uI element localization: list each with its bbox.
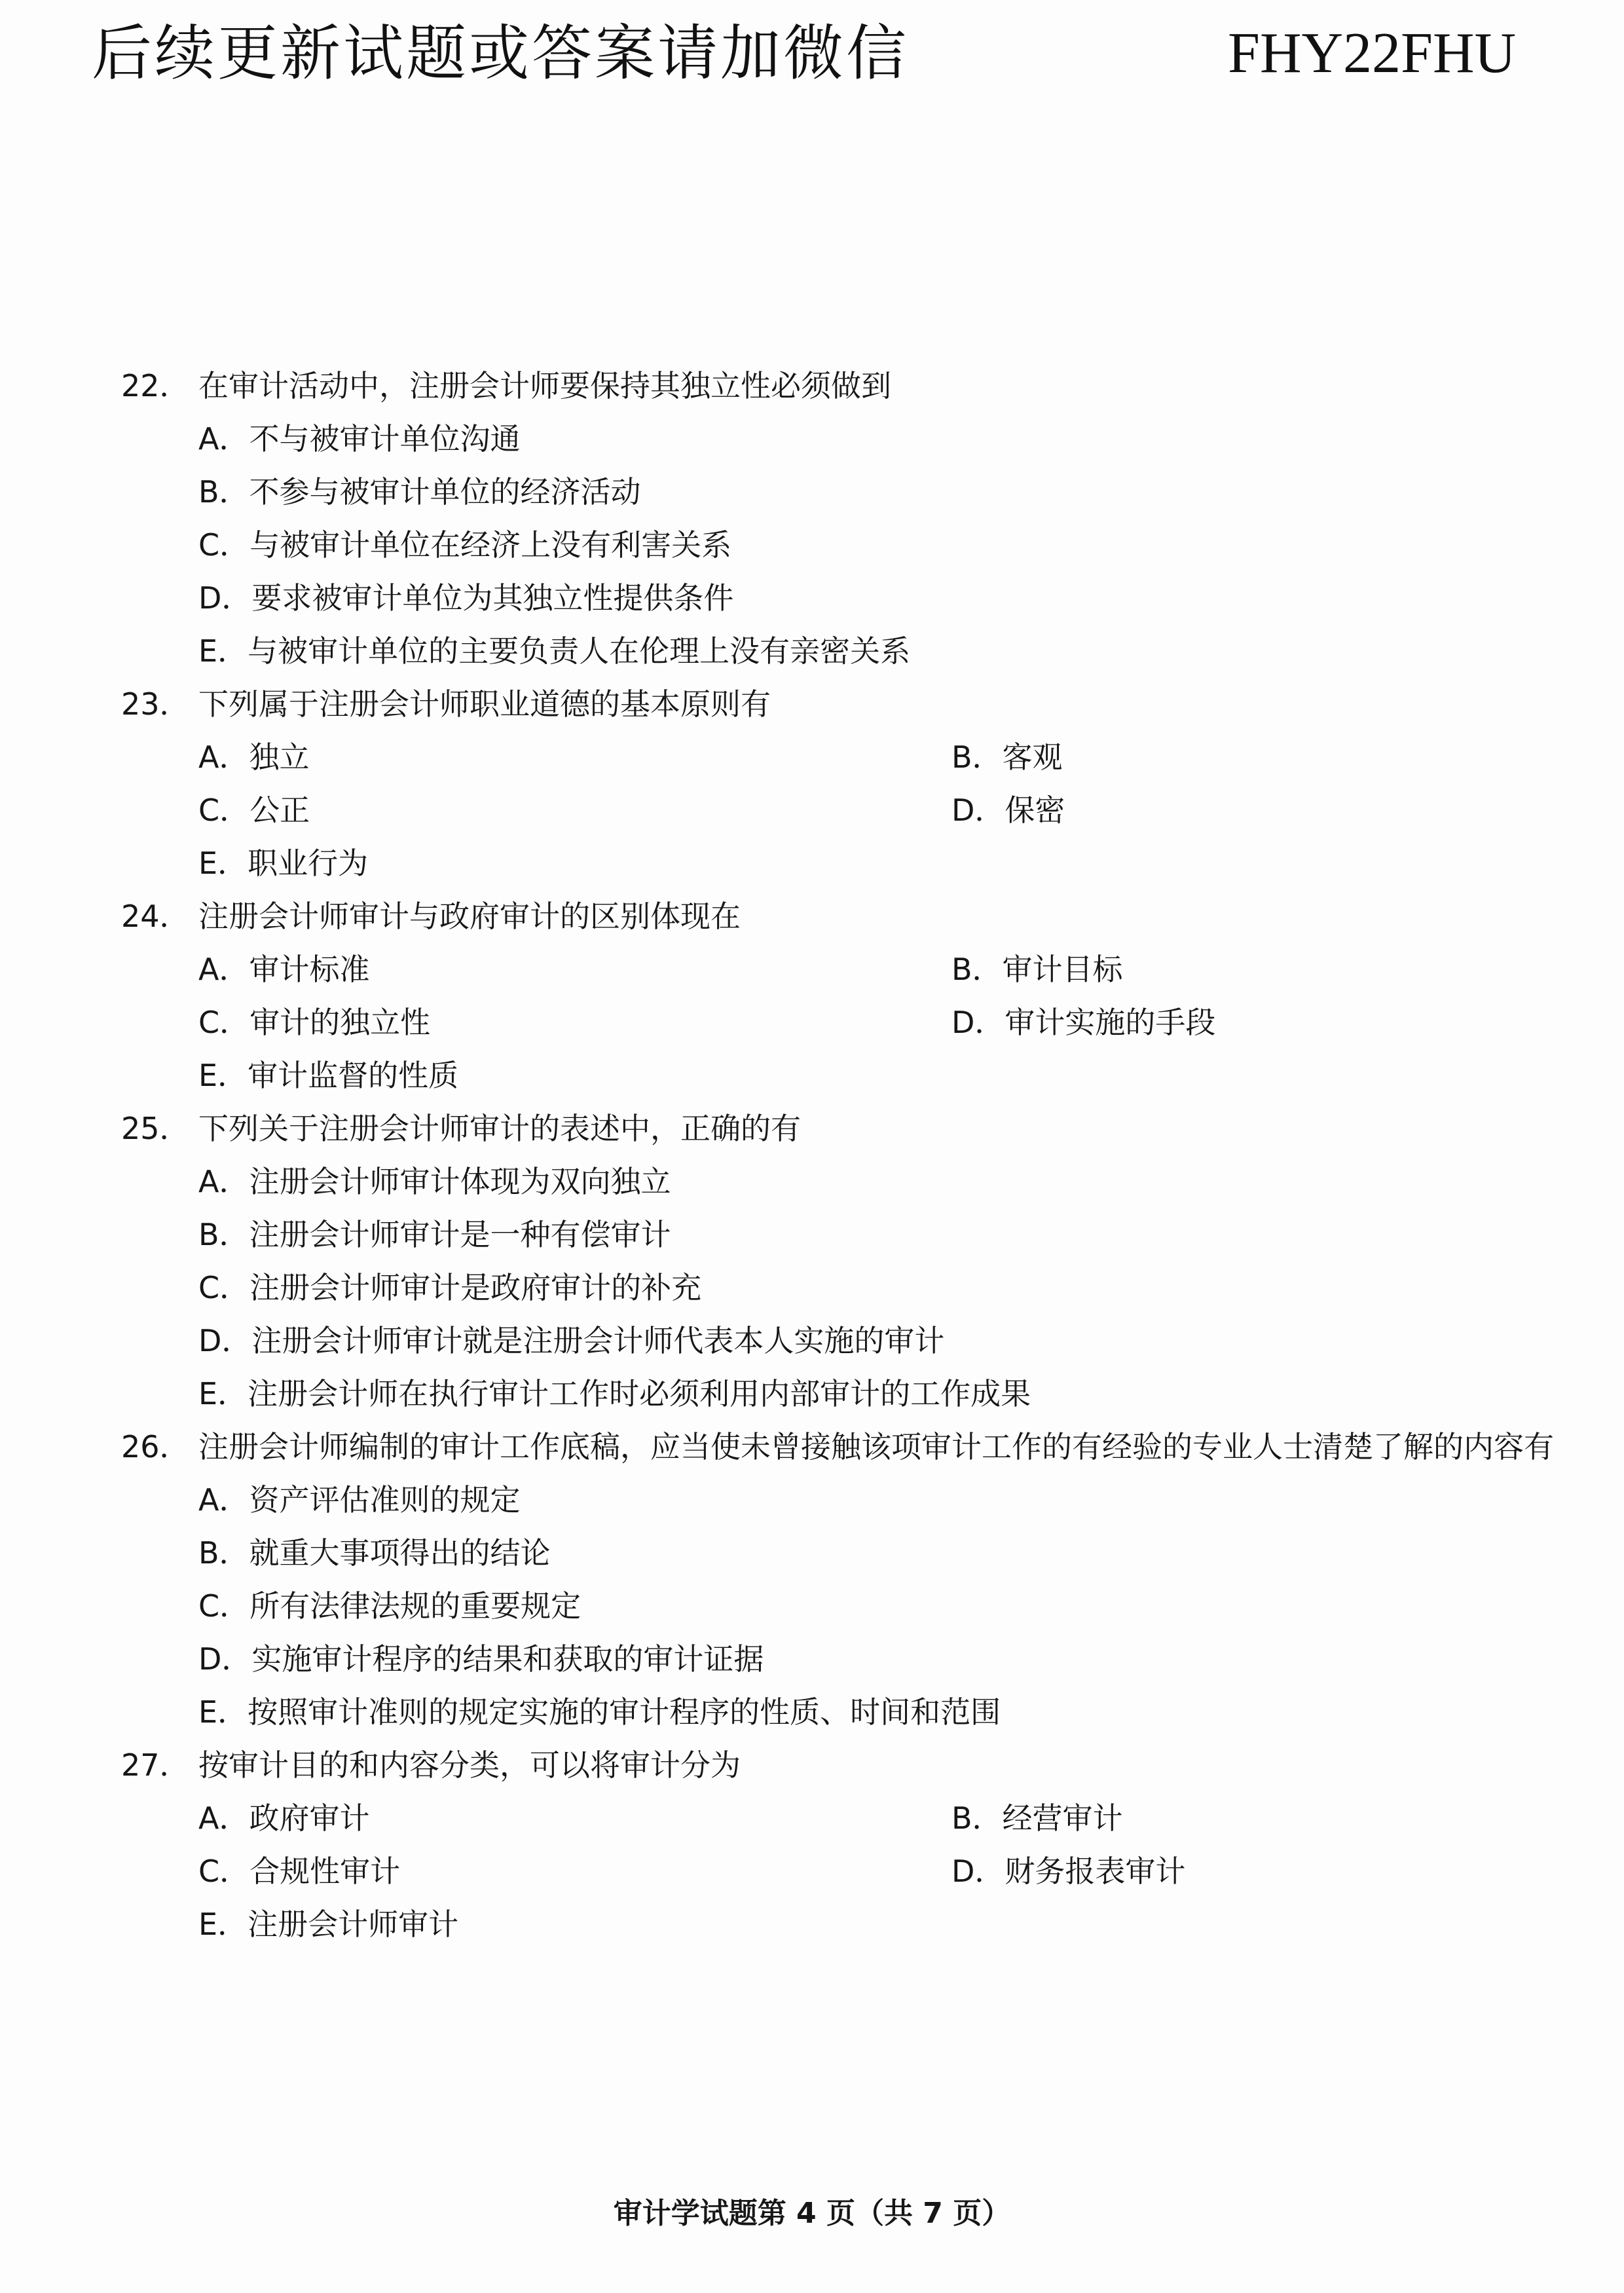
question-number: 24． [121, 899, 190, 934]
option-e: E．注册会计师审计 [198, 1907, 459, 1942]
option-a: A．资产评估准则的规定 [198, 1482, 521, 1518]
option-d: D．财务报表审计 [951, 1854, 1186, 1889]
question-stem: 在审计活动中，注册会计师要保持其独立性必须做到 [198, 368, 891, 403]
question-number: 22． [121, 368, 190, 403]
option-d: D．审计实施的手段 [951, 1005, 1216, 1040]
option-a: A．注册会计师审计体现为双向独立 [198, 1164, 671, 1199]
question-25 [121, 1102, 1562, 1421]
option-c: C．审计的独立性 [198, 1005, 431, 1040]
option-c: C．注册会计师审计是政府审计的补充 [198, 1270, 702, 1305]
option-b: B．审计目标 [951, 952, 1123, 987]
question-26 [121, 1421, 1562, 1739]
option-b: B．不参与被审计单位的经济活动 [198, 474, 641, 510]
question-stem: 注册会计师审计与政府审计的区别体现在 [198, 899, 741, 934]
question-22 [121, 360, 1562, 678]
option-e: E．职业行为 [198, 846, 369, 881]
question-number: 27． [121, 1747, 190, 1783]
option-c: C．合规性审计 [198, 1854, 401, 1889]
question-list [121, 360, 1562, 1951]
question-stem: 注册会计师编制的审计工作底稿，应当使未曾接触该项审计工作的有经验的专业人士清楚了解的内容有 [198, 1429, 1554, 1464]
option-b: B．注册会计师审计是一种有偿审计 [198, 1217, 671, 1252]
option-d: D．注册会计师审计就是注册会计师代表本人实施的审计 [198, 1323, 945, 1358]
question-23 [121, 678, 1562, 890]
option-d: D．保密 [951, 792, 1065, 828]
question-stem: 下列关于注册会计师审计的表述中，正确的有 [198, 1111, 801, 1146]
option-a: A．政府审计 [198, 1800, 370, 1836]
wechat-id: FHY22FHU [1228, 22, 1517, 85]
question-number: 23． [121, 686, 190, 722]
question-stem: 按审计目的和内容分类，可以将审计分为 [198, 1747, 741, 1783]
question-27 [121, 1739, 1562, 1951]
page-footer: 审计学试题第 4 页（共 7 页） [613, 2197, 1011, 2230]
option-b: B．客观 [951, 739, 1063, 775]
option-d: D．实施审计程序的结果和获取的审计证据 [198, 1641, 764, 1677]
option-e: E．注册会计师在执行审计工作时必须利用内部审计的工作成果 [198, 1376, 1031, 1411]
option-a: A．独立 [198, 739, 310, 775]
option-c: C．公正 [198, 792, 310, 828]
question-24 [121, 890, 1562, 1102]
question-stem: 下列属于注册会计师职业道德的基本原则有 [198, 686, 771, 722]
option-e: E．按照审计准则的规定实施的审计程序的性质、时间和范围 [198, 1694, 1001, 1730]
question-number: 25． [121, 1111, 190, 1146]
option-a: A．不与被审计单位沟通 [198, 421, 521, 457]
wechat-notice: 后续更新试题或答案请加微信 [92, 18, 910, 88]
option-c: C．所有法律法规的重要规定 [198, 1588, 581, 1624]
option-e: E．与被审计单位的主要负责人在伦理上没有亲密关系 [198, 633, 911, 669]
question-number: 26． [121, 1429, 190, 1464]
option-c: C．与被审计单位在经济上没有利害关系 [198, 527, 732, 563]
option-e: E．审计监督的性质 [198, 1058, 459, 1093]
option-d: D．要求被审计单位为其独立性提供条件 [198, 580, 734, 616]
option-a: A．审计标准 [198, 952, 370, 987]
option-b: B．就重大事项得出的结论 [198, 1535, 551, 1571]
option-b: B．经营审计 [951, 1800, 1123, 1836]
